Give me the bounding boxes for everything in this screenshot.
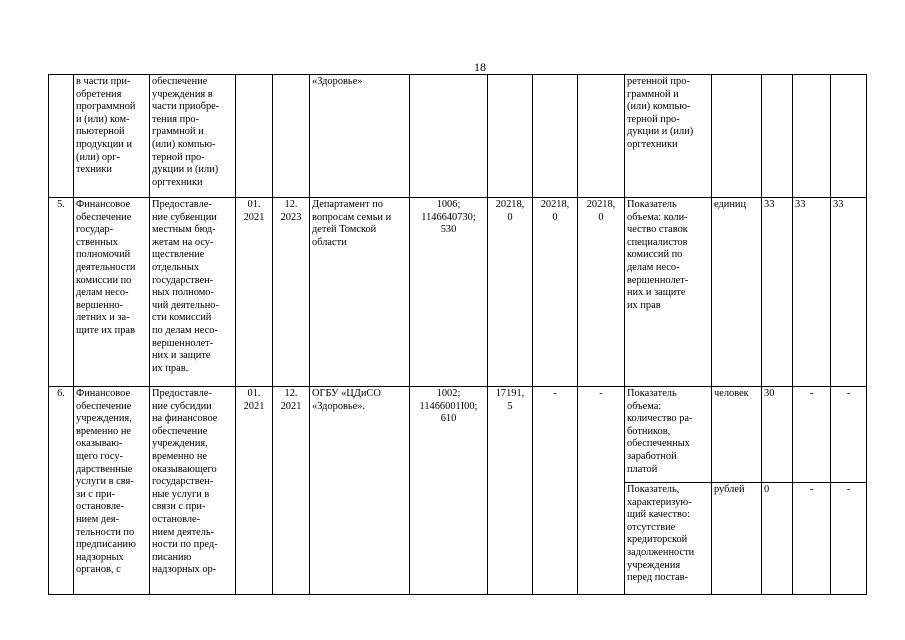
- cell-year-1: 17191, 5: [488, 387, 533, 595]
- cell-name: Финансовое обеспечение государ- ственных полномочий деятельности комиссии по делам несо- вершенно- летних и за- щите их прав: [74, 198, 150, 387]
- cell-value-2: -: [793, 483, 831, 595]
- cell-indicator: Показатель, характеризую- щий качество: отсутствие кредиторской задолженности учреждения перед постав-: [625, 483, 712, 595]
- cell-end: [273, 75, 310, 198]
- cell-year-1: 20218, 0: [488, 198, 533, 387]
- cell-end: 12. 2021: [273, 387, 310, 595]
- cell-indicator: Показатель объема: количество ра- ботников, обеспеченных заработной платой: [625, 387, 712, 483]
- cell-value-3: -: [831, 483, 867, 595]
- cell-value-2: [793, 75, 831, 198]
- cell-executor: ОГБУ «ЦДиСО «Здоровье».: [310, 387, 410, 595]
- cell-unit: человек: [712, 387, 762, 483]
- cell-indicator: Показатель объема: коли- чество ставок специалистов комиссий по делам несо- вершеннолет- них и защите их прав: [625, 198, 712, 387]
- cell-value-3: [831, 75, 867, 198]
- cell-value-2: -: [793, 387, 831, 483]
- cell-unit: единиц: [712, 198, 762, 387]
- cell-value-1: 30: [762, 387, 793, 483]
- cell-year-1: [488, 75, 533, 198]
- cell-unit: [712, 75, 762, 198]
- table-row-6: [49, 387, 867, 483]
- cell-start: 01. 2021: [236, 387, 273, 595]
- cell-kbk: 1006; 1146640730; 530: [410, 198, 488, 387]
- cell-num: 6.: [49, 387, 74, 595]
- program-table: [48, 74, 867, 595]
- cell-executor: Департамент по вопросам семьи и детей Томской области: [310, 198, 410, 387]
- cell-name: в части при- обретения программной и (или) ком- пьютерной продукции и (или) орг- техники: [74, 75, 150, 198]
- cell-value-1: 0: [762, 483, 793, 595]
- cell-start: 01. 2021: [236, 198, 273, 387]
- table-row-continuation: [49, 75, 867, 198]
- cell-value-2: 33: [793, 198, 831, 387]
- cell-year-2: -: [533, 387, 578, 595]
- cell-kbk: 1002; 11466001I00; 610: [410, 387, 488, 595]
- cell-executor: «Здоровье»: [310, 75, 410, 198]
- cell-indicator: ретенной про- граммной и (или) компью- терной про- дукции и (или) оргтехники: [625, 75, 712, 198]
- cell-event: Предоставле- ние субсидии на финансовое обеспечение учреждения, временно не оказывающего государствен- ные услуги в связи с при- остановле- нием деятель- ности по пред- писанию надзорных ор-: [150, 387, 236, 595]
- cell-start: [236, 75, 273, 198]
- cell-year-2: 20218, 0: [533, 198, 578, 387]
- cell-value-3: 33: [831, 198, 867, 387]
- cell-event: обеспечение учреждения в части приобре- тения про- граммной и (или) компью- терной про- дукции и (или) оргтехники: [150, 75, 236, 198]
- table-row-5: [49, 198, 867, 387]
- cell-num: [49, 75, 74, 198]
- cell-event: Предоставле- ние субвенции местным бюд- жетам на осу- ществление отдельных государствен- ных полномо- чий деятельно- сти комиссий по делам несо- вершеннолет- них и защите их прав.: [150, 198, 236, 387]
- cell-end: 12. 2023: [273, 198, 310, 387]
- cell-value-1: 33: [762, 198, 793, 387]
- cell-year-2: [533, 75, 578, 198]
- cell-name: Финансовое обеспечение учреждения, временно не оказываю- щего госу- дарственные услуги в свя- зи с при- остановле- нием дея- тельности по предписанию надзорных органов, с: [74, 387, 150, 595]
- cell-value-3: -: [831, 387, 867, 483]
- cell-year-3: -: [578, 387, 625, 595]
- cell-kbk: [410, 75, 488, 198]
- cell-num: 5.: [49, 198, 74, 387]
- page-number: 18: [474, 60, 486, 74]
- cell-year-3: [578, 75, 625, 198]
- cell-unit: рублей: [712, 483, 762, 595]
- cell-year-3: 20218, 0: [578, 198, 625, 387]
- cell-value-1: [762, 75, 793, 198]
